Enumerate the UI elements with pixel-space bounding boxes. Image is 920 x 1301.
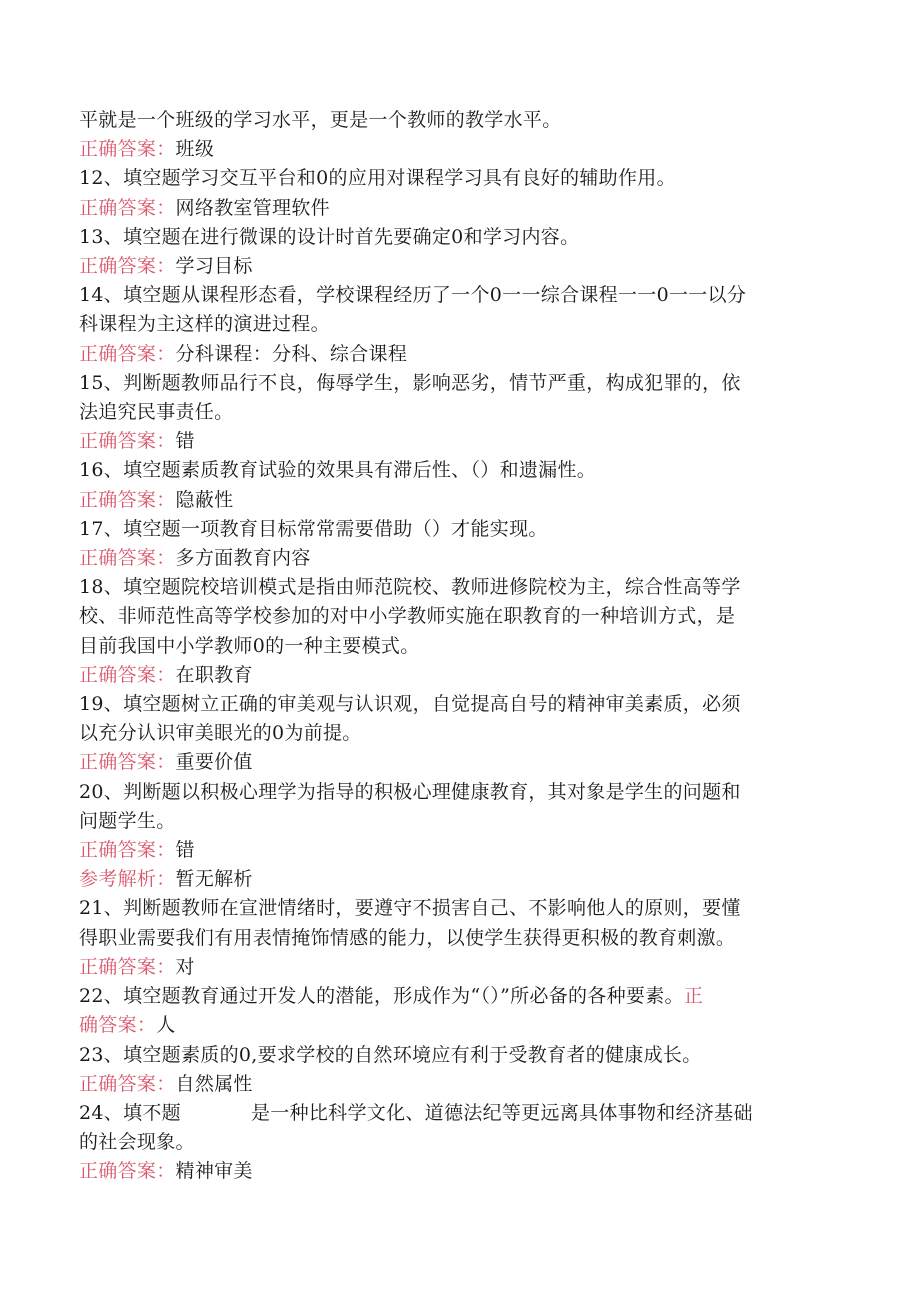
answer-value: 在职教育 [175,663,253,686]
explanation-line [79,865,813,894]
answer-line [79,486,813,515]
question-20-line-1: 20、判断题以积极心理学为指导的积极心理健康教育，其对象是学生的问题和 [79,780,741,803]
answer-value: 自然属性 [175,1072,253,1095]
question-13: 13、填空题在进行微课的设计时首先要确定0和学习内容。 [79,225,580,248]
explanation-value: 暂无解析 [175,868,253,891]
answer-line [79,340,813,369]
answer-label: 正确答案： [79,663,176,686]
answer-line [79,1157,813,1186]
question-15-line-1: 15、判断题教师品行不良，侮辱学生，影响恶劣，情节严重，构成犯罪的，依 [79,371,741,394]
answer-label: 正确答案： [79,1160,176,1183]
question-12: 12、填空题学习交互平台和0的应用对课程学习具有良好的辅助作用。 [79,167,676,190]
answer-line [79,427,813,456]
answer-value: 多方面教育内容 [175,547,311,570]
answer-label-part-1: 正 [683,985,704,1008]
answer-label: 正确答案： [79,955,176,978]
document-page [79,106,813,1187]
question-24-line-2: 的社会现象。 [79,1131,195,1154]
answer-line [79,194,813,223]
question-23: 23、填空题素质的0,要求学校的自然环境应有利于受教育者的健康成长。 [79,1043,702,1066]
answer-line [79,135,813,164]
question-24-text: 是一种比科学文化、道德法纪等更远离具体事物和经济基础 [250,1101,753,1124]
answer-label: 正确答案： [79,342,176,365]
answer-value: 错 [175,430,195,453]
answer-label: 正确答案： [79,430,176,453]
question-21-line-1: 21、判断题教师在宣泄情绪时，要遵守不损害自己、不影响他人的原则，要懂 [79,897,741,920]
answer-label: 正确答案： [79,255,176,278]
question-17: 17、填空题一项教育目标常常需要借助（）才能实现。 [79,517,548,540]
question-24-prefix: 24、填不题 [79,1101,181,1124]
answer-line [79,953,813,982]
question-14-line-2: 科课程为主这样的演进过程。 [79,313,330,336]
answer-line [79,1070,813,1099]
question-18-line-2: 校、非师范性高等学校参加的对中小学教师实施在职教育的一种培训方式，是 [79,605,736,628]
answer-line [79,1011,813,1040]
answer-value: 网络教室管理软件 [175,196,330,219]
answer-label: 正确答案： [79,1072,176,1095]
answer-line [79,252,813,281]
answer-label: 正确答案： [79,751,176,774]
answer-line [79,661,813,690]
answer-label: 正确答案： [79,138,176,161]
answer-value: 分科课程：分科、综合课程 [175,342,408,365]
answer-label: 正确答案： [79,839,176,862]
answer-value: 精神审美 [175,1160,253,1183]
answer-line [79,544,813,573]
question-19-line-2: 以充分认识审美眼光的0为前提。 [79,722,362,745]
question-24-line-1 [79,1099,813,1128]
answer-value: 重要价值 [175,751,253,774]
question-16: 16、填空题素质教育试验的效果具有滞后性、（）和遗漏性。 [79,459,597,482]
answer-value: 错 [175,839,195,862]
question-text: 平就是一个班级的学习水平，更是一个教师的教学水平。 [79,109,562,131]
question-20-line-2: 问题学生。 [79,809,176,832]
question-18-line-3: 目前我国中小学教师0的一种主要模式。 [79,634,420,657]
answer-value: 人 [156,1014,176,1037]
answer-line [79,748,813,777]
answer-value: 隐蔽性 [175,488,234,511]
answer-label: 正确答案： [79,488,176,511]
explanation-label: 参考解析： [79,868,176,891]
question-18-line-1: 18、填空题院校培训模式是指由师范院校、教师进修院校为主，综合性高等学 [79,576,741,599]
answer-line [79,836,813,865]
question-22-text: 22、填空题教育通过开发人的潜能，形成作为“（）”所必备的各种要素。 [79,985,684,1008]
question-21-line-2: 得职业需要我们有用表情掩饰情感的能力，以使学生获得更积极的教育刺激。 [79,926,736,949]
question-22-line-1 [79,982,813,1011]
answer-label-part-2: 确答案： [79,1014,157,1037]
answer-value: 班级 [175,138,215,161]
question-15-line-2: 法追究民事责任。 [79,401,234,424]
question-19-line-1: 19、填空题树立正确的审美观与认识观，自觉提高自号的精神审美素质，必须 [79,693,741,716]
question-14-line-1: 14、填空题从课程形态看，学校课程经历了一个0一一综合课程一一0一一以分 [79,284,747,307]
answer-value: 对 [175,955,195,978]
answer-label: 正确答案： [79,547,176,570]
answer-label: 正确答案： [79,196,176,219]
answer-value: 学习目标 [175,255,253,278]
